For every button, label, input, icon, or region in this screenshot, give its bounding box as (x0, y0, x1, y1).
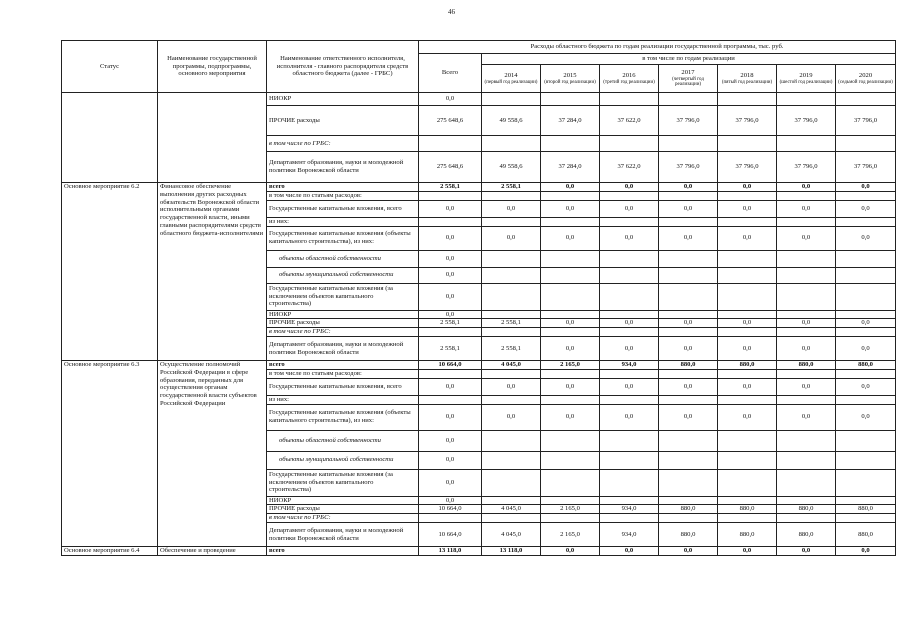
year-value: 4 045,0 (482, 505, 541, 514)
year-value (836, 370, 896, 379)
program-name-cell: Финансовое обеспечение выполнения других расходных обязательств Воронежской области исполнительными органами государственной власти, иными главными распорядителями средств областного бюджета-исполнителями (158, 183, 267, 361)
year-value (659, 93, 718, 106)
year-value: 880,0 (836, 523, 896, 547)
year-value (482, 430, 541, 451)
year-value: 880,0 (836, 505, 896, 514)
year-value (836, 250, 896, 267)
year-value (836, 469, 896, 496)
year-value (482, 395, 541, 404)
table-row (62, 183, 896, 192)
year-value (600, 514, 659, 523)
program-name-cell: Обеспечение и проведение (158, 547, 267, 556)
year-value: 37 622,0 (600, 152, 659, 183)
year-value: 0,0 (482, 378, 541, 395)
year-value (659, 514, 718, 523)
year-value: 880,0 (718, 523, 777, 547)
year-value (482, 93, 541, 106)
year-value: 0,0 (718, 183, 777, 192)
header-year: 2018 (пятый год реализации) (718, 65, 777, 93)
total-value: 13 118,0 (419, 547, 482, 556)
year-value: 0,0 (836, 183, 896, 192)
total-value (419, 328, 482, 337)
table-row (62, 547, 896, 556)
row-label: объекты областной собственности (267, 430, 419, 451)
status-cell (62, 93, 158, 183)
year-value: 0,0 (659, 404, 718, 430)
year-value (482, 192, 541, 201)
row-label: НИОКР (267, 496, 419, 505)
year-value (600, 469, 659, 496)
year-value (777, 310, 836, 319)
year-value (541, 93, 600, 106)
year-value (541, 496, 600, 505)
year-value (482, 469, 541, 496)
year-value: 0,0 (600, 547, 659, 556)
year-value: 880,0 (836, 361, 896, 370)
year-value (718, 310, 777, 319)
year-value: 37 796,0 (718, 152, 777, 183)
year-value: 0,0 (659, 183, 718, 192)
year-value: 0,0 (600, 183, 659, 192)
year-value: 37 796,0 (777, 106, 836, 136)
header-incl-years: в том числе по годам реализации (482, 54, 896, 65)
year-value: 2 558,1 (482, 183, 541, 192)
row-label: объекты областной собственности (267, 250, 419, 267)
year-value (541, 395, 600, 404)
year-value (836, 93, 896, 106)
year-value (482, 370, 541, 379)
year-value (659, 451, 718, 469)
year-value: 0,0 (600, 378, 659, 395)
row-label: Государственные капитальные вложения (объекты капитального строительства), из них: (267, 226, 419, 250)
year-value (718, 395, 777, 404)
row-label: объекты муниципальной собственности (267, 451, 419, 469)
year-value: 2 558,1 (482, 337, 541, 361)
row-label: Департамент образования, науки и молодежной политики Воронежской области (267, 152, 419, 183)
total-value: 0,0 (419, 267, 482, 283)
row-label: в том числе по ГРБС: (267, 136, 419, 152)
header-year: 2016 (третий год реализации) (600, 65, 659, 93)
row-label: Государственные капитальные вложения, всего (267, 200, 419, 217)
row-label: ПРОЧИЕ расходы (267, 319, 419, 328)
row-label: объекты муниципальной собственности (267, 267, 419, 283)
year-value (659, 267, 718, 283)
year-value: 0,0 (600, 200, 659, 217)
year-value (718, 136, 777, 152)
row-label: всего (267, 183, 419, 192)
year-value (836, 328, 896, 337)
year-value (541, 310, 600, 319)
total-value (419, 395, 482, 404)
header-year: 2019 (шестой год реализации) (777, 65, 836, 93)
total-value: 10 664,0 (419, 505, 482, 514)
year-value (659, 469, 718, 496)
year-value: 0,0 (541, 183, 600, 192)
year-value: 0,0 (718, 378, 777, 395)
year-value (482, 328, 541, 337)
year-value (777, 469, 836, 496)
year-value: 0,0 (718, 226, 777, 250)
year-value (482, 217, 541, 226)
year-value (836, 136, 896, 152)
year-value: 2 165,0 (541, 505, 600, 514)
header-program: Наименование государственной программы, подпрограммы, основного мероприятия (158, 41, 267, 93)
year-value (600, 496, 659, 505)
total-value: 2 558,1 (419, 183, 482, 192)
header-executor: Наименование ответственного исполнителя, исполнителя - главного распорядителя средств областного бюджета (далее - ГРБС) (267, 41, 419, 93)
year-value (718, 451, 777, 469)
year-value (718, 217, 777, 226)
year-value (777, 136, 836, 152)
year-value (836, 267, 896, 283)
year-value (482, 267, 541, 283)
year-value: 0,0 (777, 404, 836, 430)
year-value: 37 796,0 (836, 106, 896, 136)
total-value: 10 664,0 (419, 523, 482, 547)
total-value: 0,0 (419, 430, 482, 451)
year-value (777, 496, 836, 505)
total-value: 0,0 (419, 469, 482, 496)
year-value: 37 796,0 (659, 106, 718, 136)
header-year: 2014 (первый год реализации) (482, 65, 541, 93)
total-value: 0,0 (419, 200, 482, 217)
year-value (600, 267, 659, 283)
year-value (718, 514, 777, 523)
year-value: 37 284,0 (541, 106, 600, 136)
budget-table-body (62, 93, 896, 556)
year-value: 0,0 (777, 547, 836, 556)
year-value: 0,0 (541, 319, 600, 328)
row-label: в том числе по ГРБС: (267, 514, 419, 523)
year-value: 0,0 (836, 547, 896, 556)
year-value (541, 430, 600, 451)
year-value: 0,0 (659, 337, 718, 361)
year-value (777, 250, 836, 267)
year-value (600, 370, 659, 379)
header-expenses: Расходы областного бюджета по годам реализации государственной программы, тыс. руб. (419, 41, 896, 54)
year-value (836, 192, 896, 201)
year-value: 880,0 (659, 361, 718, 370)
year-value: 0,0 (600, 337, 659, 361)
table-row (62, 361, 896, 370)
year-value (777, 93, 836, 106)
year-value: 0,0 (836, 319, 896, 328)
year-value (541, 267, 600, 283)
row-label: Департамент образования, науки и молодежной политики Воронежской области (267, 523, 419, 547)
year-value: 0,0 (541, 547, 600, 556)
year-value (836, 310, 896, 319)
year-value: 49 558,6 (482, 106, 541, 136)
year-value: 880,0 (777, 361, 836, 370)
year-value (482, 310, 541, 319)
year-value (600, 451, 659, 469)
year-value (718, 250, 777, 267)
year-value (659, 283, 718, 310)
total-value: 2 558,1 (419, 319, 482, 328)
total-value: 0,0 (419, 451, 482, 469)
year-value: 0,0 (600, 319, 659, 328)
year-value (836, 430, 896, 451)
year-value (836, 514, 896, 523)
total-value: 0,0 (419, 496, 482, 505)
year-value: 0,0 (777, 319, 836, 328)
year-value: 934,0 (600, 523, 659, 547)
year-value (600, 93, 659, 106)
year-value: 0,0 (600, 226, 659, 250)
year-value (600, 395, 659, 404)
year-value (718, 192, 777, 201)
year-value: 0,0 (777, 183, 836, 192)
year-value (718, 469, 777, 496)
year-value (659, 136, 718, 152)
year-value: 0,0 (541, 226, 600, 250)
year-value: 0,0 (600, 404, 659, 430)
year-value: 0,0 (836, 404, 896, 430)
year-value: 37 796,0 (836, 152, 896, 183)
year-value (659, 496, 718, 505)
year-value (836, 217, 896, 226)
total-value: 0,0 (419, 93, 482, 106)
year-value: 880,0 (659, 505, 718, 514)
year-value (718, 496, 777, 505)
total-value: 0,0 (419, 250, 482, 267)
year-value (659, 250, 718, 267)
year-value: 0,0 (659, 200, 718, 217)
year-value (482, 496, 541, 505)
row-label: Государственные капитальные вложения (за исключением объектов капитального строительства) (267, 283, 419, 310)
year-value: 0,0 (718, 337, 777, 361)
total-value: 10 664,0 (419, 361, 482, 370)
year-value (777, 430, 836, 451)
year-value: 0,0 (718, 200, 777, 217)
year-value (777, 217, 836, 226)
row-label: Государственные капитальные вложения (за исключением объектов капитального строительства) (267, 469, 419, 496)
year-value (777, 267, 836, 283)
year-value (836, 451, 896, 469)
year-value (718, 267, 777, 283)
year-value (541, 217, 600, 226)
year-value: 2 165,0 (541, 361, 600, 370)
year-value: 2 558,1 (482, 319, 541, 328)
row-label: НИОКР (267, 93, 419, 106)
year-value (836, 395, 896, 404)
header-year: 2015 (второй год реализации) (541, 65, 600, 93)
row-label: в том числе по статьям расходов: (267, 192, 419, 201)
year-value: 0,0 (718, 404, 777, 430)
year-value (541, 469, 600, 496)
year-value: 0,0 (482, 200, 541, 217)
year-value: 0,0 (777, 200, 836, 217)
total-value (419, 192, 482, 201)
year-value: 4 045,0 (482, 361, 541, 370)
year-value: 0,0 (541, 404, 600, 430)
year-value (482, 283, 541, 310)
total-value: 0,0 (419, 378, 482, 395)
year-value: 37 796,0 (777, 152, 836, 183)
total-value: 2 558,1 (419, 337, 482, 361)
year-value (659, 395, 718, 404)
year-value (718, 328, 777, 337)
year-value (718, 370, 777, 379)
year-value: 13 118,0 (482, 547, 541, 556)
table-row (62, 93, 896, 106)
header-year: 2020 (седьмой год реализации) (836, 65, 896, 93)
year-value (541, 514, 600, 523)
year-value: 880,0 (659, 523, 718, 547)
total-value (419, 136, 482, 152)
year-value (777, 370, 836, 379)
year-value (836, 496, 896, 505)
row-label: в том числе по статьям расходов: (267, 370, 419, 379)
year-value (600, 250, 659, 267)
total-value: 0,0 (419, 283, 482, 310)
year-value: 0,0 (482, 226, 541, 250)
year-value: 37 796,0 (718, 106, 777, 136)
program-name-cell (158, 93, 267, 183)
year-value: 880,0 (777, 523, 836, 547)
header-total: Всего (419, 54, 482, 93)
year-value: 37 622,0 (600, 106, 659, 136)
total-value: 275 648,6 (419, 106, 482, 136)
year-value (600, 192, 659, 201)
year-value: 0,0 (836, 378, 896, 395)
total-value (419, 370, 482, 379)
row-label: из них: (267, 217, 419, 226)
status-cell: Основное мероприятие 6.3 (62, 361, 158, 547)
year-value (659, 328, 718, 337)
year-value (659, 192, 718, 201)
year-value: 0,0 (718, 547, 777, 556)
year-value (777, 283, 836, 310)
budget-table (61, 40, 896, 556)
year-value: 0,0 (777, 226, 836, 250)
year-value (659, 370, 718, 379)
year-value: 2 165,0 (541, 523, 600, 547)
year-value (600, 283, 659, 310)
year-value (836, 283, 896, 310)
total-value: 0,0 (419, 226, 482, 250)
year-value: 37 796,0 (659, 152, 718, 183)
year-value: 0,0 (659, 547, 718, 556)
year-value: 0,0 (836, 337, 896, 361)
year-value: 0,0 (836, 200, 896, 217)
total-value: 275 648,6 (419, 152, 482, 183)
year-value (718, 430, 777, 451)
year-value: 880,0 (718, 505, 777, 514)
year-value (541, 283, 600, 310)
year-value (777, 328, 836, 337)
year-value: 0,0 (482, 404, 541, 430)
page-number: 46 (448, 8, 455, 16)
year-value (600, 217, 659, 226)
year-value (541, 328, 600, 337)
row-label: НИОКР (267, 310, 419, 319)
row-label: в том числе по ГРБС: (267, 328, 419, 337)
row-label: Департамент образования, науки и молодежной политики Воронежской области (267, 337, 419, 361)
row-label: всего (267, 547, 419, 556)
year-value (482, 136, 541, 152)
year-value (659, 310, 718, 319)
row-label: Государственные капитальные вложения (объекты капитального строительства), из них: (267, 404, 419, 430)
status-cell: Основное мероприятие 6.4 (62, 547, 158, 556)
status-cell: Основное мероприятие 6.2 (62, 183, 158, 361)
year-value: 49 558,6 (482, 152, 541, 183)
year-value (777, 514, 836, 523)
year-value (659, 217, 718, 226)
row-label: всего (267, 361, 419, 370)
year-value: 934,0 (600, 505, 659, 514)
year-value (718, 283, 777, 310)
program-name-cell: Осуществление полномочий Российской Федерации в сфере образования, переданных для осуществления органам государственной власти субъектов Российской Федерации (158, 361, 267, 547)
year-value: 0,0 (718, 319, 777, 328)
year-value: 880,0 (718, 361, 777, 370)
year-value: 4 045,0 (482, 523, 541, 547)
header-year: 2017 (четвертый год реализации) (659, 65, 718, 93)
year-value: 0,0 (659, 378, 718, 395)
year-value (541, 192, 600, 201)
year-value (482, 451, 541, 469)
year-value: 0,0 (541, 337, 600, 361)
total-value (419, 514, 482, 523)
year-value (541, 136, 600, 152)
year-value (659, 430, 718, 451)
year-value (541, 370, 600, 379)
year-value (600, 136, 659, 152)
row-label: ПРОЧИЕ расходы (267, 505, 419, 514)
year-value: 0,0 (777, 337, 836, 361)
year-value (777, 192, 836, 201)
year-value (600, 310, 659, 319)
year-value: 0,0 (836, 226, 896, 250)
row-label: ПРОЧИЕ расходы (267, 106, 419, 136)
year-value (482, 250, 541, 267)
year-value: 934,0 (600, 361, 659, 370)
total-value: 0,0 (419, 310, 482, 319)
total-value (419, 217, 482, 226)
year-value: 0,0 (659, 226, 718, 250)
year-value: 0,0 (659, 319, 718, 328)
year-value: 37 284,0 (541, 152, 600, 183)
year-value (482, 514, 541, 523)
year-value: 0,0 (541, 378, 600, 395)
year-value (541, 250, 600, 267)
year-value: 0,0 (777, 378, 836, 395)
year-value (600, 430, 659, 451)
row-label: из них: (267, 395, 419, 404)
year-value (777, 395, 836, 404)
total-value: 0,0 (419, 404, 482, 430)
year-value: 880,0 (777, 505, 836, 514)
year-value (600, 328, 659, 337)
header-status: Статус (62, 41, 158, 93)
year-value (541, 451, 600, 469)
year-value: 0,0 (541, 200, 600, 217)
row-label: Государственные капитальные вложения, всего (267, 378, 419, 395)
year-value (777, 451, 836, 469)
year-value (718, 93, 777, 106)
